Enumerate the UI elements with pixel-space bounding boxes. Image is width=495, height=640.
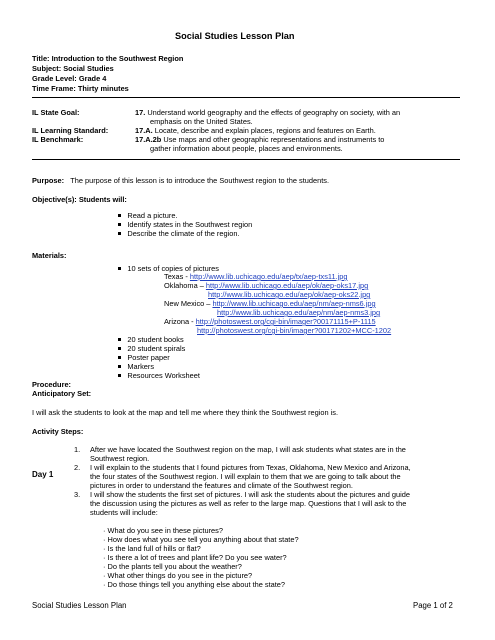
anticipatory-set-text: I will ask the students to look at the map and tell me where they think the Southwest region is. — [32, 408, 339, 417]
state-goal-label: IL State Goal: — [32, 108, 80, 117]
bullet-icon — [118, 347, 121, 350]
document-title: Social Studies Lesson Plan — [175, 31, 295, 41]
arizona-source: Arizona - http://photoswest.org/cgi-bin/imager?00171115+P-1115 — [164, 317, 376, 326]
step-3-number: 3. — [74, 490, 81, 499]
list-item: 10 sets of copies of pictures — [118, 264, 219, 273]
oklahoma-link-2[interactable]: http://www.lib.uchicago.edu/aep/ok/aep-oks22.jpg — [208, 290, 371, 299]
activity-steps-label: Activity Steps: — [32, 427, 84, 436]
bullet-icon — [118, 267, 121, 270]
benchmark-label: IL Benchmark: — [32, 135, 84, 144]
arizona-link-2[interactable]: http://photoswest.org/cgi-bin/imager?00171202+MCC-1202 — [197, 326, 392, 335]
benchmark-code: 17.A.2b — [135, 135, 162, 144]
list-item: Identify states in the Southwest region — [118, 220, 252, 229]
state-goal-text: Understand world geography and the effects of geography on society, with an — [147, 108, 401, 117]
bullet-icon — [118, 223, 121, 226]
list-item: · What do you see in these pictures? — [103, 526, 223, 535]
learning-standard-code: 17.A. — [135, 126, 153, 135]
new-mexico-source: New Mexico – http://www.lib.uchicago.edu/aep/nm/aep-nms6.jpg — [164, 299, 376, 308]
step-2-text: I will explain to the students that I found pictures from Texas, Oklahoma, New Mexico and Arizona, — [90, 463, 411, 472]
state-goal-text-2: emphasis on the United States. — [150, 117, 253, 126]
list-item: Markers — [118, 362, 154, 371]
step-3-text-2: the discussion using the pictures as well as refer to the large map. Questions that I will ask to the — [90, 499, 407, 508]
footer-left: Social Studies Lesson Plan — [32, 601, 127, 610]
list-item: · What other things do you see in the picture? — [103, 571, 253, 580]
dot-icon: · — [103, 535, 106, 544]
bullet-icon — [118, 338, 121, 341]
list-item: 20 student spirals — [118, 344, 185, 353]
list-item: Resources Worksheet — [118, 371, 200, 380]
list-item: · How does what you see tell you anything about that state? — [103, 535, 299, 544]
dot-icon: · — [103, 526, 106, 535]
list-item: · Do the plants tell you about the weather? — [103, 562, 242, 571]
bullet-icon — [118, 365, 121, 368]
texas-link[interactable]: http://www.lib.uchicago.edu/aep/tx/aep-txs11.jpg — [189, 272, 348, 281]
texas-source: Texas - http://www.lib.uchicago.edu/aep/tx/aep-txs11.jpg — [164, 272, 348, 281]
dot-icon: · — [103, 544, 106, 553]
step-3-text: I will show the students the first set of pictures. I will ask the students about the pictures and guide — [90, 490, 411, 499]
bullet-icon — [118, 232, 121, 235]
dot-icon: · — [103, 553, 106, 562]
step-2-text-2: the four states of the Southwest region. I will explain to them that we are going to talk about the — [90, 472, 401, 481]
step-1-text: After we have located the Southwest region on the map, I will ask students what states are in the — [90, 445, 406, 454]
learning-standard-text: Locate, describe and explain places, regions and features on Earth. — [154, 126, 376, 135]
benchmark-text: Use maps and other geographic representations and instruments to — [163, 135, 385, 144]
bullet-icon — [118, 374, 121, 377]
bullet-icon — [118, 214, 121, 217]
time-frame: Time Frame: Thirty minutes — [32, 84, 129, 93]
purpose-text: The purpose of this lesson is to introduce the Southwest region to the students. — [70, 176, 330, 185]
list-item: · Is there a lot of trees and plant life? Do you see water? — [103, 553, 287, 562]
list-item: · Do those things tell you anything else about the state? — [103, 580, 286, 589]
state-goal-code: 17. — [135, 108, 146, 117]
materials-label: Materials: — [32, 251, 67, 260]
dot-icon: · — [103, 571, 106, 580]
step-1-text-2: Southwest region. — [90, 454, 150, 463]
oklahoma-link-1[interactable]: http://www.lib.uchicago.edu/aep/ok/aep-oks17.jpg — [205, 281, 369, 290]
bullet-icon — [118, 356, 121, 359]
step-3-text-3: students will include: — [90, 508, 158, 517]
new-mexico-link-2[interactable]: http://www.lib.uchicago.edu/aep/nm/aep-nms3.jpg — [217, 308, 381, 317]
list-item: Read a picture. — [118, 211, 177, 220]
day-label: Day 1 — [32, 470, 54, 479]
oklahoma-source: Oklahoma – http://www.lib.uchicago.edu/aep/ok/aep-oks17.jpg — [164, 281, 369, 290]
lesson-subject: Subject: Social Studies — [32, 64, 114, 73]
top-divider — [32, 97, 460, 98]
benchmark-text-2: gather information about people, places and environments. — [150, 144, 343, 153]
list-item: Poster paper — [118, 353, 170, 362]
lesson-title: Title: Introduction to the Southwest Region — [32, 54, 184, 63]
new-mexico-link-1[interactable]: http://www.lib.uchicago.edu/aep/nm/aep-nms6.jpg — [212, 299, 376, 308]
anticipatory-set-label: Anticipatory Set: — [32, 389, 92, 398]
list-item: Describe the climate of the region. — [118, 229, 240, 238]
middle-divider — [32, 159, 460, 160]
procedure-label: Procedure: — [32, 380, 72, 389]
learning-standard-label: IL Learning Standard: — [32, 126, 109, 135]
grade-level: Grade Level: Grade 4 — [32, 74, 107, 83]
step-2-number: 2. — [74, 463, 81, 472]
list-item: 20 student books — [118, 335, 184, 344]
dot-icon: · — [103, 562, 106, 571]
step-2-text-3: pictures in order to understand the features and climate of the Southwest region. — [90, 481, 353, 490]
list-item: · Is the land full of hills or flat? — [103, 544, 201, 553]
arizona-link-1[interactable]: http://photoswest.org/cgi-bin/imager?00171115+P-1115 — [195, 317, 376, 326]
objectives-label: Objective(s): Students will: — [32, 195, 127, 204]
page-number: Page 1 of 2 — [413, 601, 453, 610]
dot-icon: · — [103, 580, 106, 589]
step-1-number: 1. — [74, 445, 81, 454]
purpose-label: Purpose: — [32, 176, 65, 185]
